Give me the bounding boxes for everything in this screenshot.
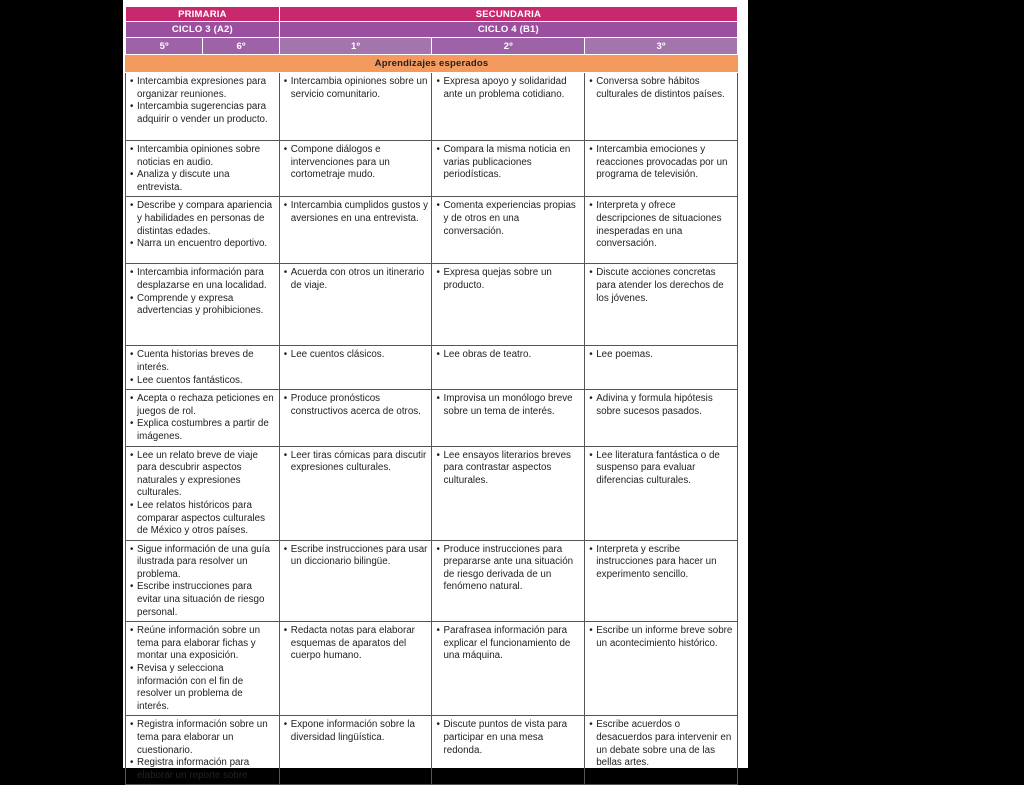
header-grade-5: 5º <box>126 38 203 55</box>
table-cell <box>126 346 280 390</box>
header-primaria: PRIMARIA <box>126 7 280 22</box>
outcome-list <box>130 393 276 443</box>
outcome-item: • Intercambia sugerencias para adquirir o vender un producto. <box>130 101 276 126</box>
outcome-list <box>589 393 734 418</box>
outcome-list <box>436 267 581 292</box>
header-grade-2: 2º <box>432 38 585 55</box>
header-ciclo-4: CICLO 4 (B1) <box>279 22 737 38</box>
outcome-item: • Lee cuentos clásicos. <box>284 349 429 362</box>
outcome-list <box>436 349 581 362</box>
table-cell <box>126 622 280 716</box>
header-grade-3: 3º <box>585 38 738 55</box>
table-cell <box>585 390 738 446</box>
table-cell <box>432 446 585 540</box>
outcome-list <box>589 144 734 182</box>
outcome-item: • Escribe un informe breve sobre un acontecimiento histórico. <box>589 625 734 650</box>
outcome-item: • Lee un relato breve de viaje para descubrir aspectos naturales y expresiones culturales. <box>130 450 276 500</box>
outcome-item: • Acuerda con otros un itinerario de viaje. <box>284 267 429 292</box>
table-cell <box>585 540 738 622</box>
outcome-list <box>436 393 581 418</box>
table-row <box>126 622 738 716</box>
header-secundaria: SECUNDARIA <box>279 7 737 22</box>
outcome-list <box>130 267 276 317</box>
table-cell <box>432 73 585 141</box>
outcome-list <box>284 625 429 663</box>
outcome-list <box>589 544 734 582</box>
outcome-list <box>130 144 276 194</box>
outcome-item: • Parafrasea información para explicar el funcionamiento de una máquina. <box>436 625 581 663</box>
table-cell <box>279 540 432 622</box>
table-cell <box>432 622 585 716</box>
outcome-list <box>284 200 429 225</box>
table-cell <box>279 446 432 540</box>
table-cell <box>432 346 585 390</box>
outcome-list <box>284 267 429 292</box>
header-ciclo-3: CICLO 3 (A2) <box>126 22 280 38</box>
table-cell <box>126 141 280 197</box>
table-row <box>126 73 738 141</box>
table-cell <box>585 622 738 716</box>
outcome-list <box>589 450 734 488</box>
outcome-list <box>436 76 581 101</box>
table-cell <box>279 73 432 141</box>
outcome-item: • Escribe instrucciones para evitar una situación de riesgo personal. <box>130 581 276 619</box>
table-row <box>126 264 738 346</box>
outcome-item: • Produce pronósticos constructivos acerca de otros. <box>284 393 429 418</box>
outcome-list <box>284 349 429 362</box>
table-cell <box>585 197 738 264</box>
table-cell <box>126 716 280 785</box>
outcome-item: • Escribe acuerdos o desacuerdos para intervenir en un debate sobre una de las bellas artes. <box>589 719 734 769</box>
outcome-item: • Describe y compara apariencia y habilidades en personas de distintas edades. <box>130 200 276 238</box>
outcome-item: • Explica costumbres a partir de imágenes. <box>130 418 276 443</box>
outcome-item: • Comenta experiencias propias y de otros en una conversación. <box>436 200 581 238</box>
outcome-item: • Acepta o rechaza peticiones en juegos de rol. <box>130 393 276 418</box>
table-row <box>126 197 738 264</box>
table-cell <box>585 73 738 141</box>
table-row <box>126 141 738 197</box>
outcome-item: • Narra un encuentro deportivo. <box>130 238 276 251</box>
outcome-item: • Reúne información sobre un tema para elaborar fichas y montar una exposición. <box>130 625 276 663</box>
outcome-item: • Sigue información de una guía ilustrada para resolver un problema. <box>130 544 276 582</box>
outcome-item: • Compara la misma noticia en varias publicaciones periodísticas. <box>436 144 581 182</box>
outcome-item: • Escribe instrucciones para usar un diccionario bilingüe. <box>284 544 429 569</box>
table-row <box>126 390 738 446</box>
outcome-item: • Interpreta y escribe instrucciones para hacer un experimento sencillo. <box>589 544 734 582</box>
outcome-list <box>589 200 734 250</box>
outcome-list <box>589 625 734 650</box>
outcome-list <box>284 719 429 744</box>
table-row <box>126 346 738 390</box>
outcome-item: • Expresa apoyo y solidaridad ante un problema cotidiano. <box>436 76 581 101</box>
table-row <box>126 540 738 622</box>
header-aprendizajes-esperados: Aprendizajes esperados <box>126 55 738 73</box>
outcome-item: • Revisa y selecciona información con el fin de resolver un problema de interés. <box>130 663 276 713</box>
outcome-item: • Adivina y formula hipótesis sobre sucesos pasados. <box>589 393 734 418</box>
table-cell <box>432 716 585 785</box>
outcome-list <box>130 625 276 713</box>
outcome-item: • Interpreta y ofrece descripciones de situaciones inesperadas en una conversación. <box>589 200 734 250</box>
table-cell <box>432 390 585 446</box>
outcome-list <box>436 625 581 663</box>
table-cell <box>279 716 432 785</box>
outcome-list <box>589 76 734 101</box>
outcome-list <box>284 76 429 101</box>
table-cell <box>585 446 738 540</box>
table-cell <box>585 141 738 197</box>
outcome-item: • Improvisa un monólogo breve sobre un tema de interés. <box>436 393 581 418</box>
outcome-item: • Discute acciones concretas para atender los derechos de los jóvenes. <box>589 267 734 305</box>
outcome-list <box>284 144 429 182</box>
document-page <box>123 0 748 781</box>
outcome-item: • Intercambia información para desplazarse en una localidad. <box>130 267 276 292</box>
table-cell <box>279 141 432 197</box>
outcome-item: • Intercambia emociones y reacciones provocadas por un programa de televisión. <box>589 144 734 182</box>
table-cell <box>279 346 432 390</box>
outcome-item: • Conversa sobre hábitos culturales de distintos países. <box>589 76 734 101</box>
outcome-list <box>130 719 276 782</box>
outcome-list <box>589 349 734 362</box>
outcome-item: • Lee obras de teatro. <box>436 349 581 362</box>
outcome-item: • Intercambia opiniones sobre noticias en audio. <box>130 144 276 169</box>
outcome-list <box>284 393 429 418</box>
outcome-item: • Lee poemas. <box>589 349 734 362</box>
outcome-item: • Discute puntos de vista para participar en una mesa redonda. <box>436 719 581 757</box>
outcome-item: • Leer tiras cómicas para discutir expresiones culturales. <box>284 450 429 475</box>
outcome-list <box>130 544 276 620</box>
outcome-item: • Analiza y discute una entrevista. <box>130 169 276 194</box>
outcome-item: • Produce instrucciones para prepararse ante una situación de riesgo derivada de un fenómeno natural. <box>436 544 581 594</box>
outcome-list <box>130 450 276 538</box>
outcome-item: • Intercambia cumplidos gustos y aversiones en una entrevista. <box>284 200 429 225</box>
outcome-list <box>284 544 429 569</box>
table-cell <box>126 197 280 264</box>
table-cell <box>126 390 280 446</box>
table-cell <box>126 446 280 540</box>
outcome-item: • Comprende y expresa advertencias y prohibiciones. <box>130 293 276 318</box>
table-cell <box>432 197 585 264</box>
outcome-item: • Compone diálogos e intervenciones para un cortometraje mudo. <box>284 144 429 182</box>
outcome-item: • Lee literatura fantástica o de suspenso para evaluar diferencias culturales. <box>589 450 734 488</box>
table-cell <box>432 264 585 346</box>
outcome-list <box>589 267 734 305</box>
table-cell <box>279 622 432 716</box>
outcome-list <box>284 450 429 475</box>
outcome-item: • Intercambia expresiones para organizar reuniones. <box>130 76 276 101</box>
outcome-list <box>436 450 581 488</box>
outcome-list <box>436 544 581 594</box>
outcome-list <box>589 719 734 769</box>
learning-outcomes-table <box>125 6 738 785</box>
header-grade-6: 6º <box>203 38 279 55</box>
outcome-list <box>130 200 276 250</box>
outcome-item: • Expone información sobre la diversidad lingüística. <box>284 719 429 744</box>
outcome-item: • Redacta notas para elaborar esquemas de aparatos del cuerpo humano. <box>284 625 429 663</box>
outcome-item: • Lee ensayos literarios breves para contrastar aspectos culturales. <box>436 450 581 488</box>
outcome-item: • Registra información para elaborar un reporte sobre <box>130 757 276 782</box>
table-cell <box>126 73 280 141</box>
table-cell <box>585 264 738 346</box>
outcome-item: • Lee relatos históricos para comparar aspectos culturales de México y otros países. <box>130 500 276 538</box>
table-cell <box>279 264 432 346</box>
outcome-item: • Intercambia opiniones sobre un servicio comunitario. <box>284 76 429 101</box>
outcome-list <box>436 144 581 182</box>
table-cell <box>126 540 280 622</box>
header-grade-1: 1º <box>279 38 432 55</box>
table-cell <box>432 540 585 622</box>
table-cell <box>279 390 432 446</box>
table-cell <box>279 197 432 264</box>
outcome-item: • Cuenta historias breves de interés. <box>130 349 276 374</box>
outcome-item: • Lee cuentos fantásticos. <box>130 375 276 388</box>
outcome-item: • Registra información sobre un tema para elaborar un cuestionario. <box>130 719 276 757</box>
outcome-list <box>436 719 581 757</box>
outcome-list <box>130 76 276 126</box>
table-cell <box>126 264 280 346</box>
table-cell <box>585 716 738 785</box>
table-cell <box>585 346 738 390</box>
outcome-list <box>130 349 276 387</box>
table-row <box>126 716 738 785</box>
table-cell <box>432 141 585 197</box>
outcome-list <box>436 200 581 238</box>
outcome-item: • Expresa quejas sobre un producto. <box>436 267 581 292</box>
table-body <box>126 73 738 785</box>
table-row <box>126 446 738 540</box>
